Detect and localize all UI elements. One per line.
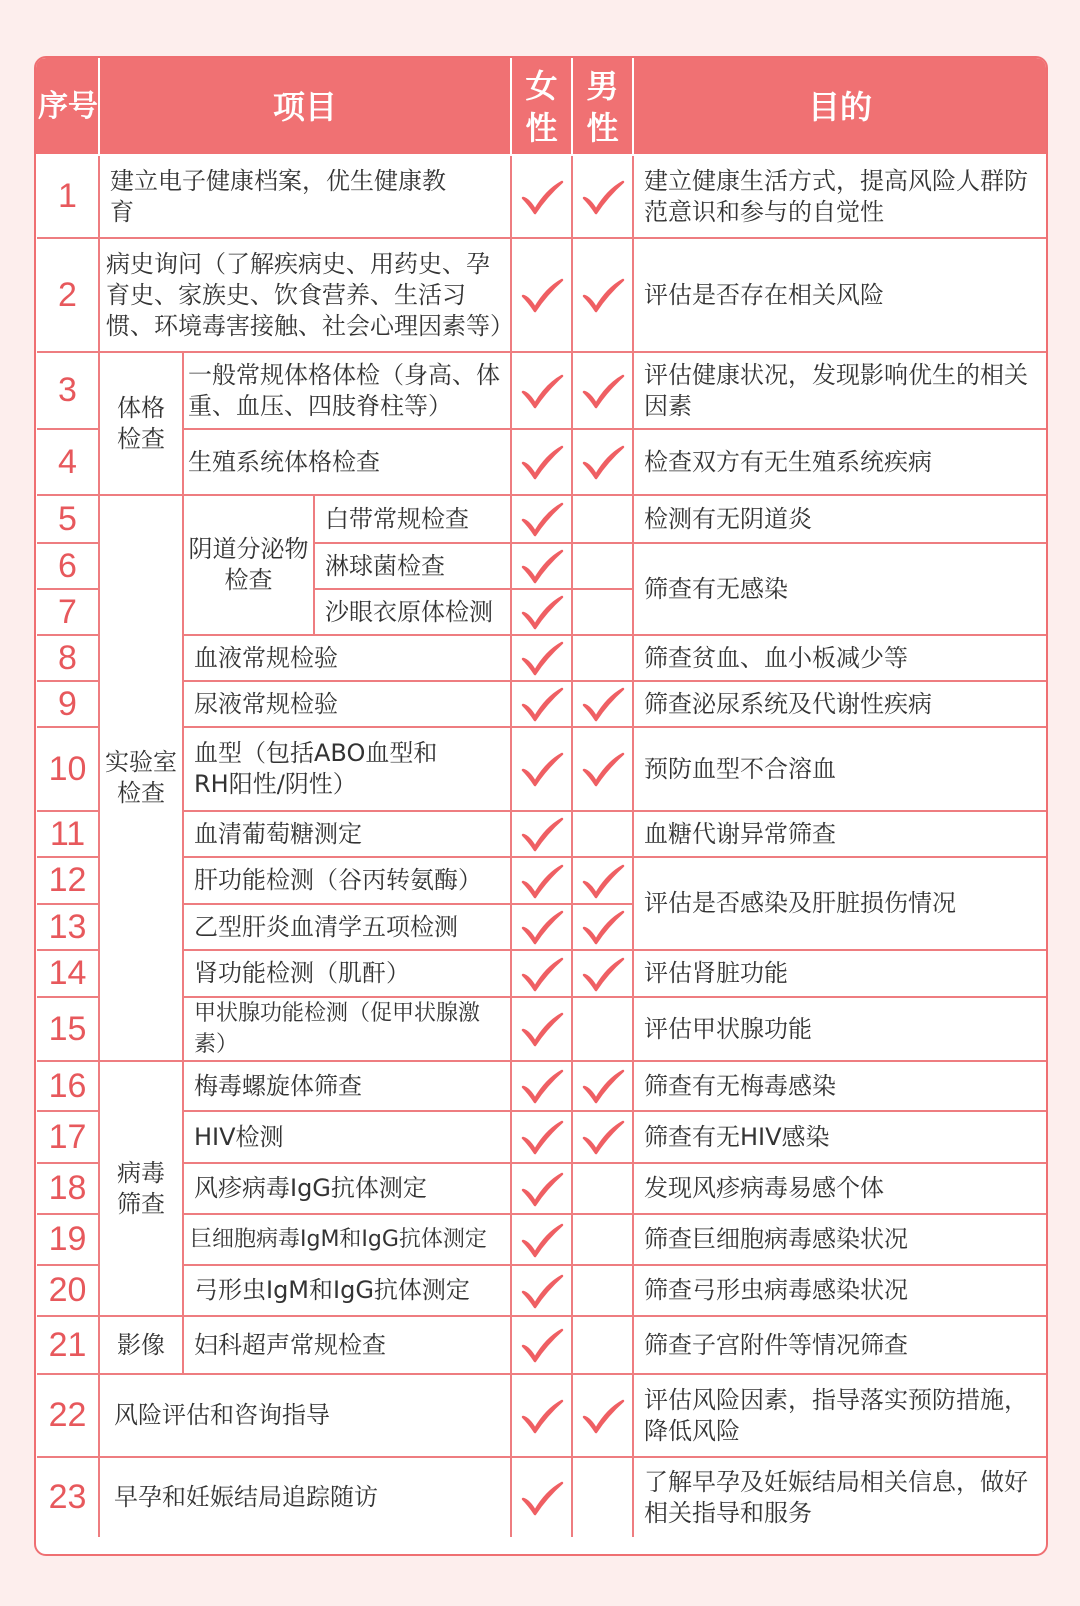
exam-table <box>36 58 1048 1537</box>
header-row <box>37 59 1047 155</box>
checkmark-icon <box>520 277 564 313</box>
male-check <box>572 155 633 238</box>
male-check <box>572 1265 633 1316</box>
male-check <box>572 352 633 429</box>
row-number: 16 <box>37 1061 99 1111</box>
checkmark-icon <box>520 1480 564 1516</box>
checkmark-icon <box>581 1068 625 1104</box>
female-check <box>511 681 572 727</box>
male-check <box>572 1163 633 1214</box>
row-number: 17 <box>37 1111 99 1163</box>
row-number: 15 <box>37 997 99 1061</box>
table-row <box>37 1265 1047 1316</box>
checkmark-icon <box>520 501 564 537</box>
row-number: 18 <box>37 1163 99 1214</box>
row-item: 风疹病毒IgG抗体测定 <box>183 1163 511 1214</box>
category-imaging: 影像 <box>99 1316 183 1374</box>
female-check <box>511 1111 572 1163</box>
table-row <box>37 1214 1047 1265</box>
checkmark-icon <box>520 1273 564 1309</box>
checkmark-icon <box>520 686 564 722</box>
row-item: 风险评估和咨询指导 <box>99 1374 511 1457</box>
category-physical: 体格检查 <box>99 352 183 495</box>
checkmark-icon <box>520 373 564 409</box>
row-item: 一般常规体格体检（身高、体重、血压、四肢脊柱等） <box>183 352 511 429</box>
table-row <box>37 1374 1047 1457</box>
male-check <box>572 727 633 811</box>
table-row <box>37 997 1047 1061</box>
row-number: 6 <box>37 543 99 589</box>
checkmark-icon <box>520 1068 564 1104</box>
table-row <box>37 857 1047 904</box>
row-item: 巨细胞病毒IgM和IgG抗体测定 <box>183 1214 511 1265</box>
row-purpose: 预防血型不合溶血 <box>633 727 1047 811</box>
male-check <box>572 495 633 543</box>
row-purpose: 筛查巨细胞病毒感染状况 <box>633 1214 1047 1265</box>
female-check <box>511 857 572 904</box>
row-purpose: 检测有无阴道炎 <box>633 495 1047 543</box>
checkmark-icon <box>520 1119 564 1155</box>
female-check <box>511 238 572 352</box>
row-number: 11 <box>37 811 99 857</box>
row-item: 甲状腺功能检测（促甲状腺激素） <box>183 997 511 1061</box>
female-check <box>511 1061 572 1111</box>
row-number: 3 <box>37 352 99 429</box>
row-purpose: 评估肾脏功能 <box>633 950 1047 997</box>
female-check <box>511 429 572 495</box>
row-item: 血型（包括ABO血型和RH阳性/阴性） <box>183 727 511 811</box>
checkmark-icon <box>520 909 564 945</box>
row-purpose: 评估是否感染及肝脏损伤情况 <box>633 857 1047 950</box>
male-check <box>572 997 633 1061</box>
row-number: 9 <box>37 681 99 727</box>
table-row <box>37 1061 1047 1111</box>
table-row <box>37 155 1047 238</box>
row-purpose: 检查双方有无生殖系统疾病 <box>633 429 1047 495</box>
row-purpose: 筛查弓形虫病毒感染状况 <box>633 1265 1047 1316</box>
row-purpose: 筛查泌尿系统及代谢性疾病 <box>633 681 1047 727</box>
row-purpose: 筛查有无感染 <box>633 543 1047 635</box>
female-check <box>511 495 572 543</box>
row-number: 14 <box>37 950 99 997</box>
checkmark-icon <box>520 816 564 852</box>
checkmark-icon <box>520 444 564 480</box>
table-row <box>37 635 1047 681</box>
table-row <box>37 950 1047 997</box>
female-check <box>511 811 572 857</box>
male-check <box>572 238 633 352</box>
row-item: 尿液常规检验 <box>183 681 511 727</box>
table-row <box>37 1111 1047 1163</box>
row-item: 病史询问（了解疾病史、用药史、孕育史、家族史、饮食营养、生活习惯、环境毒害接触、社会心理因素等） <box>99 238 511 352</box>
row-number: 21 <box>37 1316 99 1374</box>
checkmark-icon <box>581 909 625 945</box>
table-row <box>37 352 1047 429</box>
exam-table-card <box>34 56 1048 1556</box>
male-check <box>572 811 633 857</box>
table-row <box>37 238 1047 352</box>
male-check <box>572 1214 633 1265</box>
male-check <box>572 1316 633 1374</box>
checkmark-icon <box>520 179 564 215</box>
checkmark-icon <box>581 277 625 313</box>
row-item: 早孕和妊娠结局追踪随访 <box>99 1457 511 1537</box>
row-purpose: 评估健康状况，发现影响优生的相关因素 <box>633 352 1047 429</box>
row-item: 妇科超声常规检查 <box>183 1316 511 1374</box>
row-number: 5 <box>37 495 99 543</box>
checkmark-icon <box>520 548 564 584</box>
male-check <box>572 904 633 950</box>
male-check <box>572 857 633 904</box>
row-purpose: 了解早孕及妊娠结局相关信息，做好相关指导和服务 <box>633 1457 1047 1537</box>
row-number: 4 <box>37 429 99 495</box>
row-number: 8 <box>37 635 99 681</box>
checkmark-icon <box>581 373 625 409</box>
male-check <box>572 589 633 635</box>
table-row <box>37 727 1047 811</box>
checkmark-icon <box>520 1011 564 1047</box>
header-male: 男性 <box>572 59 633 155</box>
row-item: 生殖系统体格检查 <box>183 429 511 495</box>
checkmark-icon <box>520 863 564 899</box>
row-number: 19 <box>37 1214 99 1265</box>
male-check <box>572 1061 633 1111</box>
category-vaginal: 阴道分泌物检查 <box>183 495 314 635</box>
checkmark-icon <box>581 956 625 992</box>
row-item: 沙眼衣原体检测 <box>314 589 511 635</box>
row-item: 梅毒螺旋体筛查 <box>183 1061 511 1111</box>
female-check <box>511 904 572 950</box>
row-purpose: 筛查有无HIV感染 <box>633 1111 1047 1163</box>
male-check <box>572 1374 633 1457</box>
checkmark-icon <box>520 956 564 992</box>
checkmark-icon <box>520 1222 564 1258</box>
row-number: 12 <box>37 857 99 904</box>
male-check <box>572 1111 633 1163</box>
row-item: 弓形虫IgM和IgG抗体测定 <box>183 1265 511 1316</box>
table-row <box>37 1163 1047 1214</box>
female-check <box>511 352 572 429</box>
row-item: 血清葡萄糖测定 <box>183 811 511 857</box>
female-check <box>511 1316 572 1374</box>
checkmark-icon <box>581 444 625 480</box>
table-row <box>37 1316 1047 1374</box>
checkmark-icon <box>520 751 564 787</box>
female-check <box>511 155 572 238</box>
row-item: 乙型肝炎血清学五项检测 <box>183 904 511 950</box>
female-check <box>511 1265 572 1316</box>
row-number: 2 <box>37 238 99 352</box>
checkmark-icon <box>581 1398 625 1434</box>
header-female: 女性 <box>511 59 572 155</box>
checkmark-icon <box>581 863 625 899</box>
row-item: 血液常规检验 <box>183 635 511 681</box>
table-row <box>37 495 1047 543</box>
row-purpose: 发现风疹病毒易感个体 <box>633 1163 1047 1214</box>
category-lab: 实验室检查 <box>99 495 183 1061</box>
row-purpose: 评估是否存在相关风险 <box>633 238 1047 352</box>
row-item: 淋球菌检查 <box>314 543 511 589</box>
row-number: 7 <box>37 589 99 635</box>
female-check <box>511 950 572 997</box>
female-check <box>511 589 572 635</box>
checkmark-icon <box>581 751 625 787</box>
row-purpose: 筛查有无梅毒感染 <box>633 1061 1047 1111</box>
row-purpose: 筛查子宫附件等情况筛查 <box>633 1316 1047 1374</box>
checkmark-icon <box>520 1171 564 1207</box>
row-item: 白带常规检查 <box>314 495 511 543</box>
table-row <box>37 429 1047 495</box>
row-number: 22 <box>37 1374 99 1457</box>
checkmark-icon <box>520 1327 564 1363</box>
female-check <box>511 727 572 811</box>
row-number: 10 <box>37 727 99 811</box>
row-item: 肾功能检测（肌酐） <box>183 950 511 997</box>
checkmark-icon <box>581 179 625 215</box>
table-row <box>37 681 1047 727</box>
male-check <box>572 950 633 997</box>
female-check <box>511 1214 572 1265</box>
female-check <box>511 997 572 1061</box>
row-purpose: 建立健康生活方式，提高风险人群防范意识和参与的自觉性 <box>633 155 1047 238</box>
category-virus: 病毒筛查 <box>99 1061 183 1316</box>
header-purpose: 目的 <box>633 59 1047 155</box>
row-purpose: 评估甲状腺功能 <box>633 997 1047 1061</box>
table-row <box>37 1457 1047 1537</box>
checkmark-icon <box>520 594 564 630</box>
female-check <box>511 1374 572 1457</box>
row-number: 13 <box>37 904 99 950</box>
row-number: 20 <box>37 1265 99 1316</box>
table-row <box>37 811 1047 857</box>
checkmark-icon <box>581 686 625 722</box>
row-purpose: 血糖代谢异常筛查 <box>633 811 1047 857</box>
header-item: 项目 <box>99 59 511 155</box>
row-item: 建立电子健康档案，优生健康教育 <box>99 155 511 238</box>
row-purpose: 评估风险因素，指导落实预防措施，降低风险 <box>633 1374 1047 1457</box>
male-check <box>572 543 633 589</box>
female-check <box>511 635 572 681</box>
checkmark-icon <box>581 1119 625 1155</box>
female-check <box>511 1457 572 1537</box>
row-item: HIV检测 <box>183 1111 511 1163</box>
row-number: 23 <box>37 1457 99 1537</box>
female-check <box>511 1163 572 1214</box>
male-check <box>572 635 633 681</box>
male-check <box>572 681 633 727</box>
row-purpose: 筛查贫血、血小板减少等 <box>633 635 1047 681</box>
row-item: 肝功能检测（谷丙转氨酶） <box>183 857 511 904</box>
row-number: 1 <box>37 155 99 238</box>
checkmark-icon <box>520 1398 564 1434</box>
checkmark-icon <box>520 640 564 676</box>
female-check <box>511 543 572 589</box>
male-check <box>572 429 633 495</box>
header-num: 序号 <box>37 59 99 155</box>
male-check <box>572 1457 633 1537</box>
